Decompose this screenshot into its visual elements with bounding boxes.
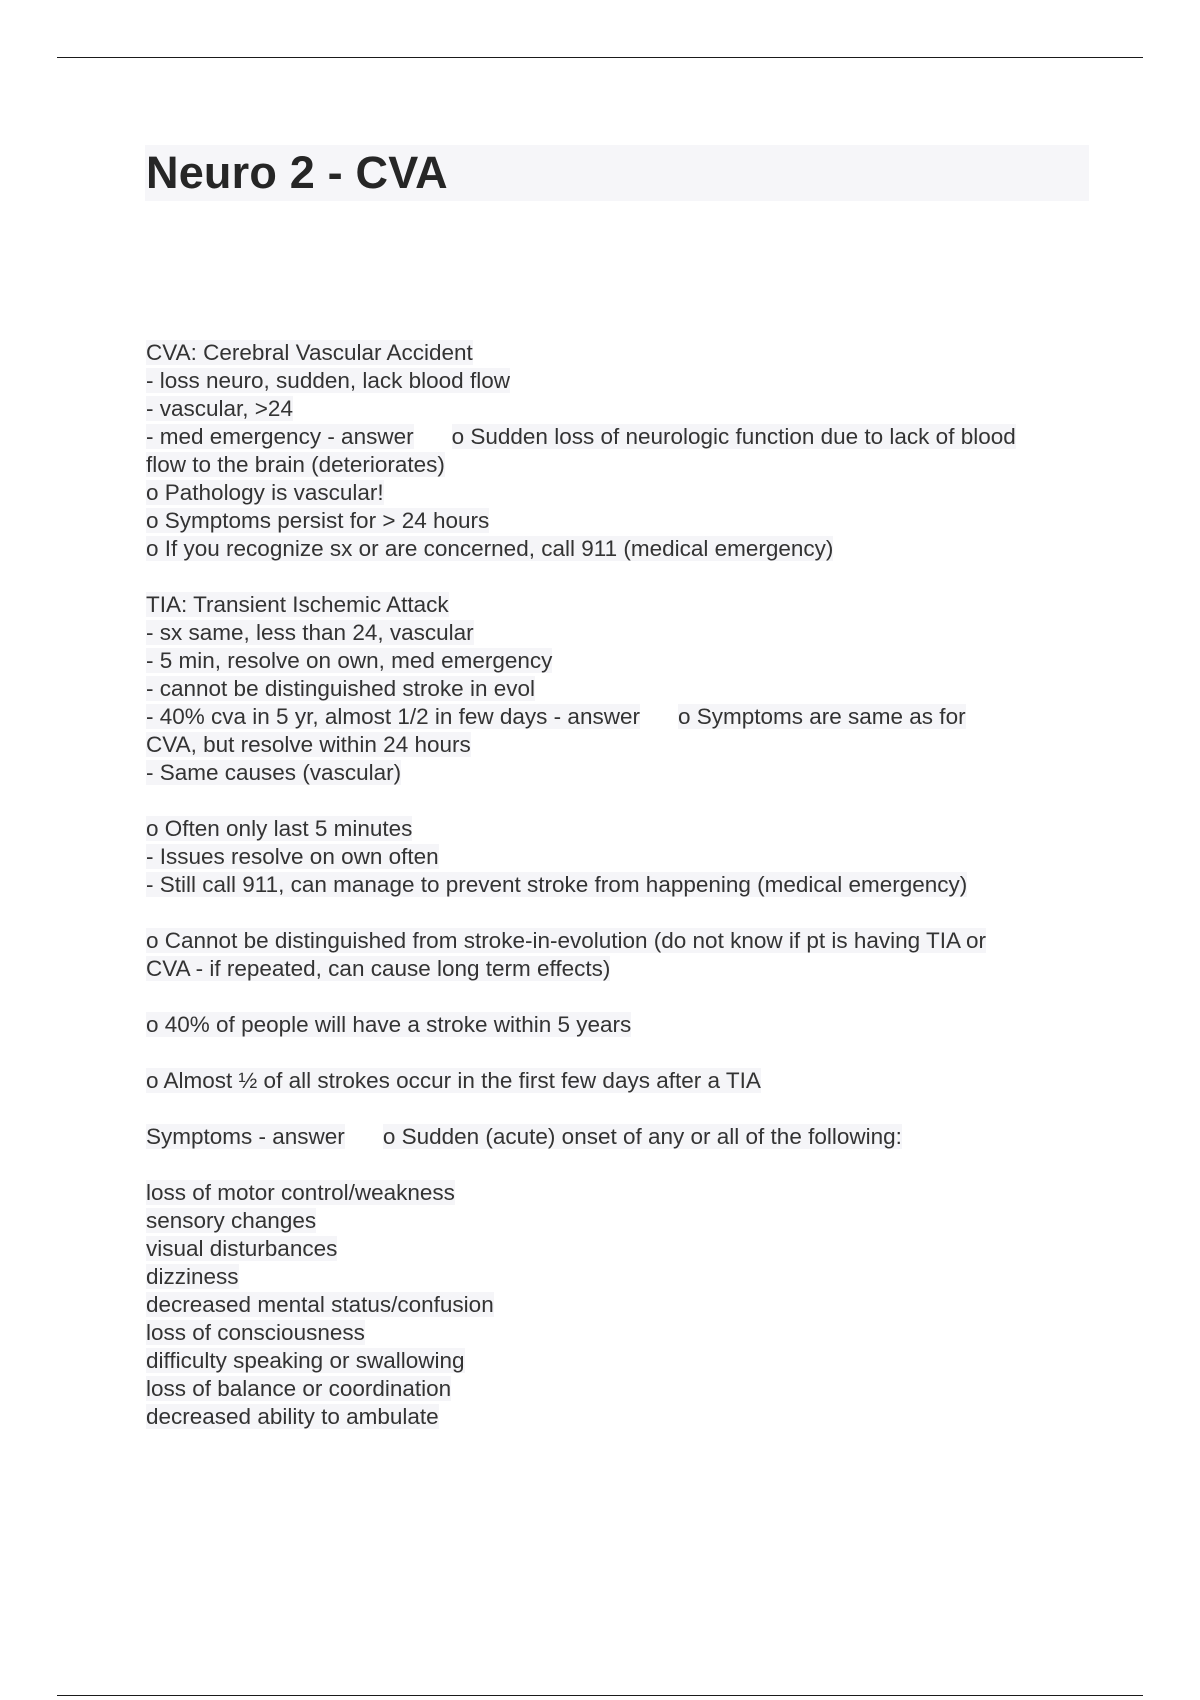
almost-half-block bbox=[146, 1067, 1106, 1095]
document-title: Neuro 2 - CVA bbox=[146, 147, 448, 198]
text-line: - med emergency - answer bbox=[146, 424, 414, 449]
symptoms-heading: Symptoms - answer bbox=[146, 1124, 345, 1149]
tia-duration-block bbox=[146, 815, 1106, 899]
text-line: - cannot be distinguished stroke in evol bbox=[146, 676, 535, 701]
answer-line: o Sudden loss of neurologic function due to lack of blood bbox=[451, 424, 1016, 449]
symptoms-heading-block bbox=[146, 1123, 1106, 1151]
cva-block bbox=[146, 339, 1106, 563]
text-line: o Often only last 5 minutes bbox=[146, 816, 413, 841]
text-line: o Symptoms persist for > 24 hours bbox=[146, 508, 490, 533]
text-line: o If you recognize sx or are concerned, call 911 (medical emergency) bbox=[146, 536, 834, 561]
symptom-list bbox=[146, 1179, 1106, 1431]
document-body bbox=[146, 339, 1106, 1431]
list-item: visual disturbances bbox=[146, 1236, 338, 1261]
text-line: o 40% of people will have a stroke within 5 years bbox=[146, 1012, 632, 1037]
text-line: - loss neuro, sudden, lack blood flow bbox=[146, 368, 510, 393]
answer-line: o Sudden (acute) onset of any or all of the following: bbox=[382, 1124, 902, 1149]
forty-percent-block bbox=[146, 1011, 1106, 1039]
text-line: - sx same, less than 24, vascular bbox=[146, 620, 474, 645]
text-line: o Almost ½ of all strokes occur in the first few days after a TIA bbox=[146, 1068, 761, 1093]
list-item: decreased ability to ambulate bbox=[146, 1404, 439, 1429]
text-line: - vascular, >24 bbox=[146, 396, 293, 421]
list-item: loss of motor control/weakness bbox=[146, 1180, 455, 1205]
list-item: loss of balance or coordination bbox=[146, 1376, 452, 1401]
tia-block bbox=[146, 591, 1106, 787]
list-item: dizziness bbox=[146, 1264, 239, 1289]
answer-line: o Symptoms are same as for bbox=[677, 704, 966, 729]
text-line: - Still call 911, can manage to prevent stroke from happening (medical emergency) bbox=[146, 872, 968, 897]
list-item: difficulty speaking or swallowing bbox=[146, 1348, 465, 1373]
text-line: flow to the brain (deteriorates) bbox=[146, 452, 445, 477]
text-line: - Issues resolve on own often bbox=[146, 844, 439, 869]
list-item: decreased mental status/confusion bbox=[146, 1292, 494, 1317]
text-line: o Pathology is vascular! bbox=[146, 480, 384, 505]
top-rule bbox=[57, 57, 1143, 58]
list-item: sensory changes bbox=[146, 1208, 317, 1233]
text-line: - 40% cva in 5 yr, almost 1/2 in few days - answer bbox=[146, 704, 640, 729]
text-line: o Cannot be distinguished from stroke-in-evolution (do not know if pt is having TIA or bbox=[146, 928, 987, 953]
list-item: loss of consciousness bbox=[146, 1320, 365, 1345]
bottom-rule bbox=[57, 1695, 1143, 1696]
text-line: CVA, but resolve within 24 hours bbox=[146, 732, 471, 757]
cva-heading: CVA: Cerebral Vascular Accident bbox=[146, 340, 473, 365]
text-line: - 5 min, resolve on own, med emergency bbox=[146, 648, 553, 673]
text-line: - Same causes (vascular) bbox=[146, 760, 402, 785]
stroke-in-evolution-block bbox=[146, 927, 1106, 983]
text-line: CVA - if repeated, can cause long term effects) bbox=[146, 956, 611, 981]
tia-heading: TIA: Transient Ischemic Attack bbox=[146, 592, 449, 617]
